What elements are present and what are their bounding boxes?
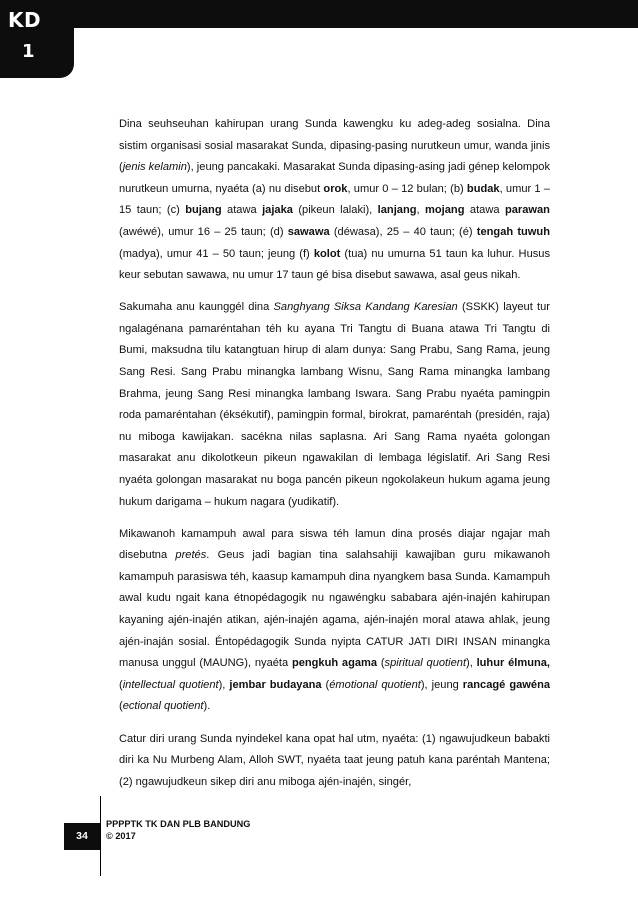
- text-run: ), jeung: [420, 678, 463, 691]
- bold-term: jajaka: [262, 204, 293, 217]
- text-run: (madya), umur 41 – 50 taun; jeung (f): [119, 247, 314, 260]
- paragraph-2: [119, 297, 550, 513]
- paragraph-4: [119, 729, 550, 794]
- kd-number: 1: [22, 41, 35, 62]
- body-text: [119, 114, 550, 804]
- text-run: (tua) nu umurna 51 taun ka luhur. Husus keur sebutan sawawa, nu umur 17 taun gé bisa disebut sawawa, asal geus nikah.: [119, 247, 550, 282]
- text-run: ,: [416, 204, 426, 217]
- bold-term: budak: [466, 182, 500, 195]
- text-run: , umur 0 – 12 bulan; (b): [347, 182, 467, 195]
- kd-tab: [0, 0, 74, 78]
- top-bar: [0, 0, 638, 28]
- text-run: (déwasa), 25 – 40 taun; (é): [329, 225, 477, 238]
- text-run: ), jeung pancakaki. Masarakat Sunda dipasing-asing jadi génep kelompok nurutkeun umurna, nyaéta (a) nu disebut: [119, 161, 550, 195]
- bold-term: sawawa: [287, 225, 330, 238]
- italic-term: intellectual quotient: [122, 678, 219, 691]
- text-run: (awéwé), umur 16 – 25 taun; (d): [119, 225, 288, 238]
- footer-institution: PPPPTK TK DAN PLB BANDUNG: [106, 819, 251, 829]
- text-run: (SSKK) layeut tur ngalagénana pamaréntahan téh ku ayana Tri Tangtu di Buana atawa Tri Tangtu di Bumi, maksudna tilu katangtuan hirup di alam dunya: Sang Prabu, Sang Rama, jeung Sang Resi. Sang Prabu minangka lambang Wisnu, Sang Rama minangka lambang Brahma, jeung Sang Resi minangka lambang Iswara. Sang Prabu nyaéta pamingpin roda pamaréntahan (éksékutif), pamingpin formal, birokrat, pamaréntah (presidén, raja) nu miboga kawijakan. sacékna nilas saplasna. Ari Sang Rama nyaéta golongan masarakat anu dikolotkeun pikeun ngawakilan di lembaga législatif. Ari Sang Resi nyaéta golongan masarakat nu boga pancén pikeun ngokolakeun hukum agama jeung hukum darigama – hukum nagara (yudikatif).: [119, 301, 550, 508]
- italic-term: pretés: [175, 549, 207, 562]
- italic-term: émotional quotient: [329, 678, 421, 691]
- text-run: . Geus jadi bagian tina salahsahiji kawajiban guru mikawanoh kamampuh parasiswa téh, kaasup kamampuh dina nyangkem basa Sunda. Kamampuh awal kudu ngait kana étnopédagogik nu ngawéngku sababara ajén-inajén kahirupan kayaning ajén-inajén atikan, ajén-inajén agama, ajén-inajén moral atawa ahlak, jeung ajén-inaján sosial. Éntopédagogik Sunda nyipta CATUR JATI DIRI INSAN minangka manusa unggul (MAUNG), nyaéta: [119, 549, 550, 670]
- text-run: (pikeun lalaki),: [292, 204, 378, 217]
- text-run: ).: [203, 700, 211, 713]
- text-run: atawa: [464, 204, 505, 217]
- text-run: Mikawanoh kamampuh awal para siswa téh lamun dina prosés diajar ngajar mah disebutna: [119, 527, 550, 562]
- kd-label: KD: [8, 8, 42, 32]
- bold-term: bujang: [185, 204, 222, 217]
- bold-term: orok: [323, 182, 348, 195]
- bold-term: pengkuh agama: [291, 657, 378, 670]
- bold-term: jembar budayana: [229, 678, 322, 691]
- italic-term: Sanghyang Siksa Kandang Karesian: [273, 301, 458, 314]
- italic-term: ectional quotient: [122, 700, 204, 713]
- italic-term: spiritual quotient: [384, 657, 467, 670]
- text-run: , umur 1 – 15 taun; (c): [119, 182, 550, 217]
- paragraph-1: [119, 114, 550, 287]
- text-run: ),: [466, 657, 477, 670]
- text-run: Catur diri urang Sunda nyindekel kana opat hal utm, nyaéta: (1) ngawujudkeun babakti diri ka Nu Murbeng Alam, Alloh SWT, nyaéta taat jeung patuh kana paréntah Mantena; (2) ngawujudkeun sikep diri anu miboga ajén-inajén, singér,: [119, 732, 550, 788]
- bold-term: rancagé gawéna: [462, 678, 551, 691]
- page-number: 34: [64, 823, 100, 850]
- bold-term: tengah tuwuh: [476, 225, 550, 238]
- text-run: (: [377, 657, 385, 670]
- text-run: (: [321, 678, 330, 691]
- text-run: (: [119, 700, 123, 713]
- bold-term: kolot: [313, 247, 341, 260]
- text-run: atawa: [221, 204, 263, 217]
- italic-term: jenis kelamin: [122, 161, 187, 174]
- bold-term: lanjang: [377, 204, 417, 217]
- bold-term: luhur élmuna,: [476, 657, 550, 670]
- text-run: (: [119, 678, 123, 691]
- bold-term: parawan: [504, 204, 550, 217]
- text-run: Sakumaha anu kaunggél dina: [119, 301, 274, 314]
- bold-term: mojang: [425, 204, 465, 217]
- text-run: Dina seuhseuhan kahirupan urang Sunda kawengku ku adeg-adeg sosialna. Dina sistim organisasi sosial masarakat Sunda, dipasing-pasing nurutkeun umur, wanda jinis (: [119, 118, 550, 174]
- footer-copyright: © 2017: [106, 831, 136, 841]
- paragraph-3: [119, 524, 550, 718]
- text-run: ),: [218, 678, 230, 691]
- footer-publisher: [106, 818, 250, 842]
